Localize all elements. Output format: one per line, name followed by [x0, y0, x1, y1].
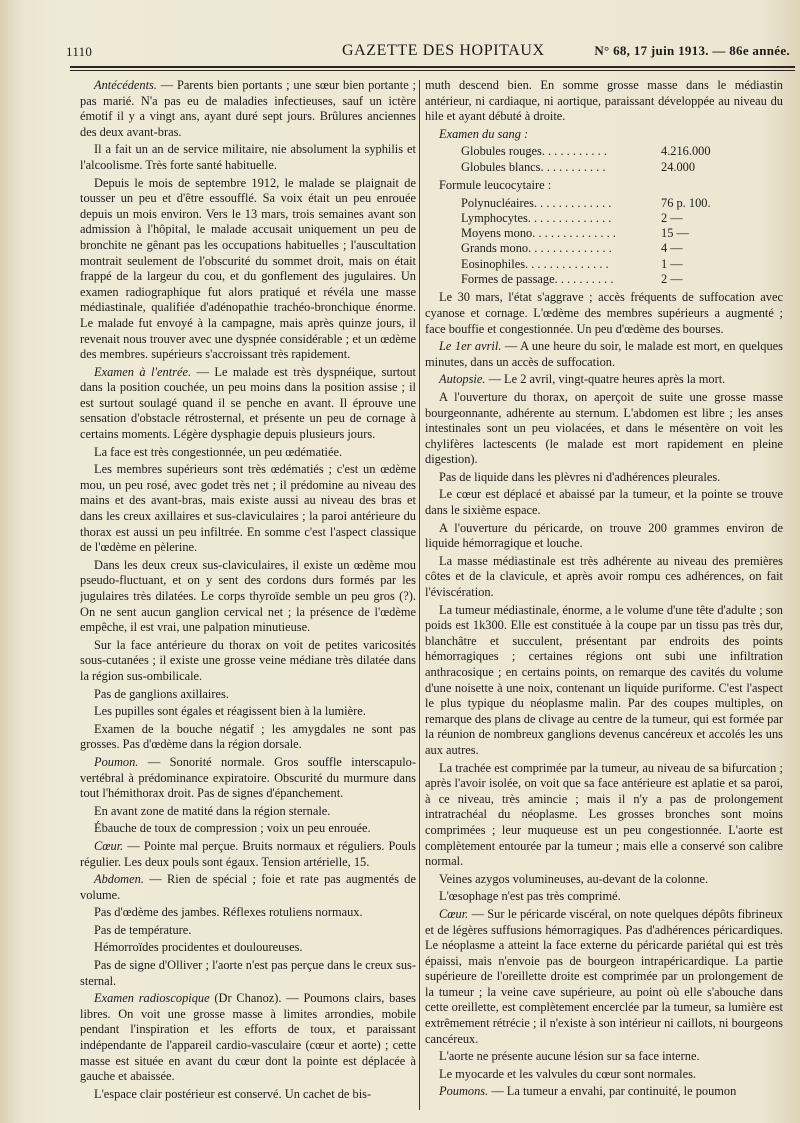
- paragraph-text: Pas de température.: [94, 922, 192, 937]
- paragraph: [425, 872, 783, 888]
- header-rule: [70, 66, 795, 68]
- paragraph: [425, 889, 783, 905]
- paragraph: [425, 487, 783, 518]
- column-divider: [419, 80, 420, 1110]
- header-rule-thin: [70, 70, 795, 71]
- paragraph-text: Depuis le mois de septembre 1912, le malade se plaignait de tousser un peu et d'être essoufflé. Sa voix était un peu enrouée depuis un mois environ. Vers le 13 mars, trois semaines avant son admission à l'hôpital, le malade accusait uniquement un peu de bronchite ne gênant pas les occupations habituelles ; l'auscultation montrait seulement de l'obscurité du sommet droit, mais on était frappé de la largeur du cou, et du gonflement des jugulaires. Un examen radiographique fut alors pratiqué et révéla une masse médiastinale, qualifiée d'adénopathie trachéo-bronchique énorme. Le malade fut envoyé à la campagne, mais après quinze jours, il revenait nous trouver avec une dyspnée considérable ; et un œdème des membres. supérieurs s'accroissant très rapidement.: [80, 175, 416, 362]
- paragraph-text: Sur la face antérieure du thorax on voit de petites varicosités sous-cutanées ; il existe une grosse veine médiane très dilatée dans la région sus-ombilicale.: [80, 637, 416, 683]
- paragraph-text: Le cœur est déplacé et abaissé par la tumeur, et la pointe se trouve dans le sixième espace.: [425, 487, 783, 518]
- row-value: 2 —: [661, 210, 683, 225]
- table-row: [425, 226, 783, 241]
- paragraph: [80, 365, 416, 443]
- blood-exam-label: Examen du sang :: [439, 126, 529, 141]
- paragraph: [425, 907, 783, 1047]
- paragraph-text: A l'ouverture du thorax, on aperçoit de suite une grosse masse bourgeonnante, adhérente au sternum. L'abdomen est libre ; les anses intestinales sont un peu violacées, et dans le mésentère on voit les chylifères lactescents (le malade est mort rapidement en pleine digestion).: [425, 389, 783, 467]
- section-label: Poumon.: [94, 754, 139, 769]
- paragraph-text: — Rien de spécial ; foie et rate pas augmentés de volume.: [80, 872, 416, 902]
- paragraph-text: La face est très congestionnée, un peu œdématiée.: [94, 444, 343, 459]
- paragraph: muth descend bien. En somme grosse masse dans le médiastin antérieur, ni cardiaque, ni aortique, paraissant développée au niveau du hile et ayant débuté à droite.: [425, 78, 783, 124]
- paragraph: [425, 339, 783, 370]
- section-label: Examen à l'entrée.: [94, 364, 192, 379]
- paragraph-text: Examen de la bouche négatif ; les amygdales ne sont pas grosses. Pas d'œdème dans la région dorsale.: [80, 721, 416, 752]
- paragraph: [80, 558, 416, 636]
- paragraph: [80, 923, 416, 939]
- section-label: Examen radioscopique: [94, 991, 210, 1006]
- row-label: Grands mono. . . . . . . . . . . . . .: [461, 241, 612, 256]
- paragraph-text: Pas d'œdème des jambes. Réflexes rotuliens normaux.: [94, 905, 363, 920]
- row-label: Eosinophiles. . . . . . . . . . . . . .: [461, 256, 609, 271]
- section-label: Antécédents.: [94, 78, 157, 92]
- row-value: 1 —: [661, 256, 683, 271]
- section-label: Le 1er avril.: [439, 339, 502, 354]
- paragraph: [80, 958, 416, 989]
- paragraph-text: Hémorroïdes procidentes et douloureuses.: [94, 940, 303, 955]
- paragraph-text: — Le 2 avril, vingt-quatre heures après la mort.: [485, 372, 726, 387]
- page-number: 1110: [66, 44, 93, 59]
- row-label: Globules blancs. . . . . . . . . . .: [461, 159, 606, 174]
- paragraph-text: Pas de ganglions axillaires.: [94, 686, 229, 701]
- paragraph-text: La trachée est comprimée par la tumeur, au niveau de sa bifurcation ; après l'avoir isolée, on voit que sa face antérieure est aplatie et sa paroi, à ce niveau, très amincie ; mais il n'y a pas de prolongement intratrachéal du néoplasme. Les grosses bronches sont moins comprimées ; leur muqueuse est un peu congestionnée. L'aorte est complètement entourée par la tumeur ; mais elle a conservé son calibre normal.: [425, 760, 783, 869]
- paragraph: [425, 390, 783, 468]
- paragraph-text: Dans les deux creux sus-claviculaires, il existe un œdème mou pseudo-fluctuant, et on y sent des cordons durs formés par les jugulaires très dilatées. Le corps thyroïde semble un peu gros (?). On ne sent aucun ganglion cervical net ; la présence de l'œdème empêche, il est vrai, une palpation minutieuse.: [80, 557, 416, 635]
- right-column-body: [425, 290, 783, 1100]
- paragraph-text: A l'ouverture du péricarde, on trouve 200 grammes environ de liquide hémorragique et louche.: [425, 520, 783, 551]
- row-value: 15 —: [661, 226, 689, 241]
- paragraph: [80, 991, 416, 1085]
- issue-info: N° 68, 17 juin 1913. — 86e année.: [594, 43, 790, 58]
- paragraph: [80, 687, 416, 703]
- row-label: Formes de passage. . . . . . . . . .: [461, 272, 614, 287]
- paragraph: [80, 142, 416, 173]
- paragraph-text: Veines azygos volumineuses, au-devant de la colonne.: [439, 871, 709, 886]
- paragraph: [425, 554, 783, 601]
- row-label: Globules rouges. . . . . . . . . . .: [461, 144, 607, 159]
- paragraph: [80, 1087, 416, 1103]
- paragraph: [80, 462, 416, 556]
- table-row: [425, 257, 783, 272]
- paragraph: [80, 839, 416, 870]
- section-label: Poumons.: [439, 1084, 489, 1099]
- leukocyte-formula-table: [425, 196, 783, 288]
- table-row: [425, 160, 783, 175]
- formula-label: Formule leucocytaire :: [439, 177, 552, 192]
- paragraph-text: — Sur le péricarde viscéral, on note quelques dépôts fibrineux et de légères suffusions hémorragiques. Pas d'adhérences péricardiques. Le néoplasme a atteint la face externe du péricarde pariétal qui est très épaissi, mais n'envoie pas de bourgeon intrapéricardique. La partie supérieure de l'oreillette droite est comprimée par un prolongement de la tumeur ; la veine cave supérieure, au point où elle s'abouche dans cette oreillette, est complètement encerclée par la tumeur, sa lumière est extrêmement rétrécie ; il n'existe à son intérieur ni caillots, ni bourgeons cancéreux.: [425, 906, 783, 1046]
- paragraph-text: Les pupilles sont égales et réagissent bien à la lumière.: [94, 704, 366, 719]
- paragraph: [425, 1084, 783, 1100]
- paragraph: [425, 1067, 783, 1083]
- paragraph: [80, 638, 416, 685]
- row-label: Polynucléaires. . . . . . . . . . . . .: [461, 195, 612, 210]
- table-row: [425, 241, 783, 256]
- paragraph-text: — A une heure du soir, le malade est mort, en quelques minutes, dans un accès de suffocation.: [425, 339, 783, 369]
- paragraph: [425, 1049, 783, 1065]
- row-label: Moyens mono. . . . . . . . . . . . . .: [461, 226, 616, 241]
- paragraph: [80, 940, 416, 956]
- paragraph: [425, 470, 783, 486]
- paragraph-text: Le 30 mars, l'état s'aggrave ; accès fréquents de suffocation avec cyanose et cornage. L'œdème des membres supérieurs a augmenté ; face bouffie et congestionnée. Un peu d'œdème des bourses.: [425, 290, 783, 336]
- paragraph: [80, 176, 416, 363]
- table-row: [425, 272, 783, 287]
- paragraph-text: L'espace clair postérieur est conservé. Un cachet de bis-: [94, 1086, 372, 1101]
- row-label: Lymphocytes. . . . . . . . . . . . . .: [461, 210, 612, 225]
- section-label: Autopsie.: [439, 372, 486, 387]
- left-column: [80, 78, 416, 1117]
- journal-title: GAZETTE DES HOPITAUX: [342, 42, 545, 59]
- paragraph: [425, 372, 783, 388]
- paragraph-text: (Dr Chanoz). — Poumons clairs, bases libres. On voit une grosse masse à limites arrondies, mobile pendant l'inspiration et les efforts de toux, et paraissant indépendante de l'appareil cardio-vasculaire (cœur et aorte) ; cette masse est située en avant du cœur dont la pointe est déplacée à gauche et abaissée.: [80, 991, 416, 1084]
- paragraph-text: — Sonorité normale. Gros souffle interscapulo-vertébral à prédominance expiratoire. Obscurité du murmure dans tout l'hémithorax droit. Pas de signes d'épanchement.: [80, 754, 416, 801]
- paragraph: [80, 804, 416, 820]
- paragraph: [80, 872, 416, 903]
- paragraph-text: Il a fait un an de service militaire, nie absolument la syphilis et l'alcoolisme. Très forte santé habituelle.: [80, 142, 416, 172]
- paragraph: [425, 521, 783, 552]
- table-row: [425, 211, 783, 226]
- row-value: 24.000: [661, 159, 696, 174]
- paragraph: [80, 445, 416, 461]
- paragraph: [80, 722, 416, 753]
- paragraph-text: — Pointe mal perçue. Bruits normaux et réguliers. Pouls régulier. Les deux pouls sont égaux. Tension artérielle, 15.: [80, 838, 416, 869]
- paragraph-text: L'aorte ne présente aucune lésion sur sa face interne.: [439, 1049, 700, 1064]
- paragraph: [425, 761, 783, 870]
- paragraph: [80, 905, 416, 921]
- paragraph-text: Pas de liquide dans les plèvres ni d'adhérences pleurales.: [439, 469, 721, 484]
- paragraph: [80, 755, 416, 802]
- blood-counts-table: [425, 144, 783, 175]
- paragraph: [80, 821, 416, 837]
- paragraph-text: La masse médiastinale est très adhérente au niveau des premières côtes et de la clavicule, et après avoir rompu ces adhérences, on fait l'éviscération.: [425, 553, 783, 600]
- paragraph-text: La tumeur médiastinale, énorme, a le volume d'une tête d'adulte ; son poids est 1k300. Elle est constituée à la coupe par un tissu pas très dur, blanchâtre et succulent, présentant par endroits des points hémorragiques ; certaines régions ont subi une infiltration anthracosique ; en certains points, on remarque des cavités du volume d'une noisette à une noix, contenant un liquide puriforme. C'est l'aspect le plus typique du néoplasme malin. Par des coupes multiples, on remarque des plans de clivage au centre de la tumeur, qui est formée par la réunion de nombreux ganglions devenus cancéreux et accolés les uns aux autres.: [425, 602, 783, 757]
- right-column: [425, 78, 783, 1117]
- paragraph-text: En avant zone de matité dans la région sternale.: [94, 803, 331, 818]
- paragraph-text: Pas de signe d'Olliver ; l'aorte n'est pas perçue dans le creux sus-sternal.: [80, 958, 416, 988]
- page-header: [66, 40, 796, 62]
- section-label: Cœur.: [439, 906, 469, 921]
- paragraph: [425, 603, 783, 759]
- paragraph-text: — Le malade est très dyspnéique, surtout dans la position couchée, un peu moins dans la position assise ; il est surtout soulagé quand il se penche en avant. Il éprouve une sensation d'obstacle rétrosternal, et présente un peu de cornage à certains moments. Légère dysphagie depuis plusieurs jours.: [80, 364, 416, 442]
- paragraph-text: — Parents bien portants ; une sœur bien portante ; pas marié. N'a pas eu de maladies infectieuses, sauf un ictère émotif il y a vingt ans, ayant duré sept jours. Brûlures anciennes des deux avant-bras.: [80, 78, 416, 139]
- table-row: [425, 144, 783, 159]
- paragraph-text: Le myocarde et les valvules du cœur sont normales.: [439, 1066, 697, 1081]
- paragraph-text: Ébauche de toux de compression ; voix un peu enrouée.: [94, 821, 371, 836]
- paragraph-text: — La tumeur a envahi, par continuité, le poumon: [488, 1084, 737, 1099]
- row-value: 4 —: [661, 241, 683, 256]
- paragraph: [425, 290, 783, 337]
- section-label: Abdomen.: [94, 872, 144, 887]
- section-label: Cœur.: [94, 838, 124, 853]
- paragraph-text: L'œsophage n'est pas très comprimé.: [439, 889, 621, 904]
- row-value: 76 p. 100.: [661, 195, 711, 210]
- row-value: 2 —: [661, 272, 683, 287]
- paragraph-text: Les membres supérieurs sont très œdématiés ; c'est un œdème mou, un peu rosé, avec godet très net ; il prédomine au niveau des mains et des avant-bras, mais existe aussi au niveau des bras et dans les creux axillaires et sus-claviculaires ; la paroi antérieure du thorax est aussi un peu infiltrée. En somme c'est l'aspect classique de l'œdème en pèlerine.: [80, 462, 416, 555]
- paragraph: [80, 704, 416, 720]
- paragraph: [80, 78, 416, 140]
- row-value: 4.216.000: [661, 144, 711, 159]
- table-row: [425, 196, 783, 211]
